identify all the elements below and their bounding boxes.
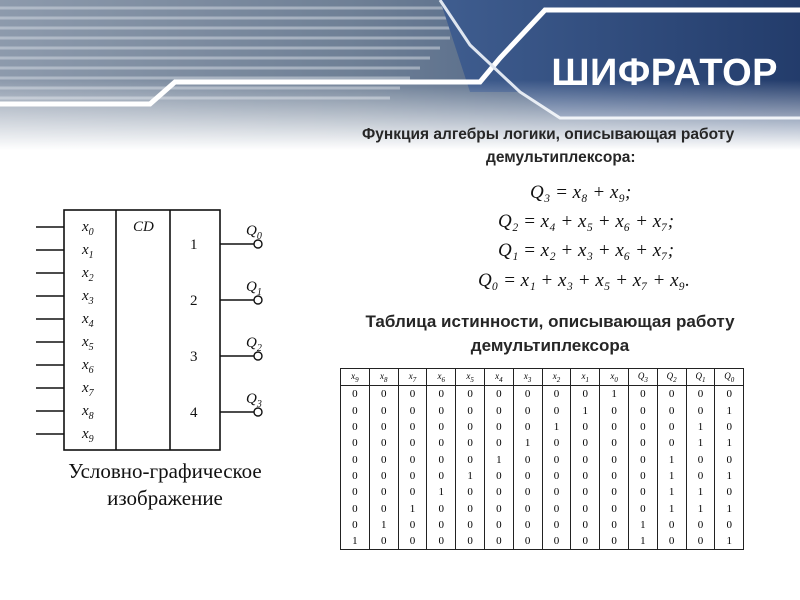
table-cell: 0 [341,500,370,516]
table-row [341,403,744,419]
caption-line1: Условно-графическое [68,459,262,483]
table-cell: 0 [398,468,427,484]
table-cell: 1 [628,533,657,550]
output-label-Q1: $Q_1$ [246,279,262,298]
table-cell: 0 [341,517,370,533]
output-weight-1: 1 [190,237,198,253]
table-cell: 0 [628,403,657,419]
table-cell: 0 [513,386,542,403]
table-cell: 0 [600,533,629,550]
table-cell: 0 [369,386,398,403]
table-heading-line1: Таблица истинности, описывающая работу [365,312,735,331]
table-cell: 1 [657,468,686,484]
table-cell: 0 [628,468,657,484]
table-cell: 1 [484,451,513,467]
table-cell: 0 [369,500,398,516]
table-cell: 0 [484,500,513,516]
table-cell: 0 [456,419,485,435]
table-cell: 0 [369,484,398,500]
table-cell: 0 [542,484,571,500]
table-cell: 0 [600,517,629,533]
table-cell: 1 [715,533,744,550]
table-cell: 1 [369,517,398,533]
table-cell: 0 [369,419,398,435]
table-cell: 1 [657,500,686,516]
header-Q0: $Q_0$ [715,369,744,386]
table-row [341,468,744,484]
table-cell: 0 [398,451,427,467]
table-cell: 0 [427,403,456,419]
table-cell: 0 [657,386,686,403]
header-x9: $x_9$ [341,369,370,386]
table-cell: 0 [542,451,571,467]
input-label-x8: $x_8$ [82,403,94,422]
table-cell: 0 [341,403,370,419]
table-cell: 0 [715,451,744,467]
table-cell: 0 [456,500,485,516]
table-cell: 0 [686,517,715,533]
table-cell: 0 [484,533,513,550]
table-cell: 0 [628,435,657,451]
header-Q1: $Q_1$ [686,369,715,386]
function-heading-line1: Функция алгебры логики, описывающая работу [362,126,735,143]
table-row [341,451,744,467]
output-label-Q3: $Q_3$ [246,391,262,410]
table-cell: 0 [571,386,600,403]
output-weight-4: 4 [190,405,198,421]
table-cell: 0 [484,403,513,419]
input-label-x3: $x_3$ [82,288,94,307]
table-cell: 0 [600,484,629,500]
table-cell: 0 [542,435,571,451]
output-label-Q2: $Q_2$ [246,335,262,354]
table-cell: 0 [398,419,427,435]
table-cell: 1 [657,451,686,467]
table-cell: 0 [600,451,629,467]
table-row [341,484,744,500]
caption-line2: изображение [107,486,223,510]
header-x1: $x_1$ [571,369,600,386]
table-cell: 0 [484,386,513,403]
equation-q0: Q₀ = x₁ + x₃ + x₅ + x₇ + x₉. [478,270,690,291]
table-cell: 0 [542,517,571,533]
table-cell: 0 [513,517,542,533]
table-cell: 0 [513,468,542,484]
table-cell: 0 [686,451,715,467]
table-cell: 0 [341,419,370,435]
input-label-x4: $x_4$ [82,311,94,330]
table-cell: 1 [686,500,715,516]
output-weight-3: 3 [190,349,198,365]
table-cell: 0 [427,533,456,550]
table-cell: 0 [571,468,600,484]
table-cell: 0 [686,468,715,484]
table-cell: 0 [398,403,427,419]
table-cell: 0 [456,386,485,403]
table-row [341,517,744,533]
table-cell: 0 [398,386,427,403]
table-heading [330,310,770,358]
table-cell: 0 [369,451,398,467]
table-cell: 0 [398,517,427,533]
table-cell: 0 [456,435,485,451]
table-cell: 1 [571,403,600,419]
table-heading-line2: демультиплексора [470,336,630,355]
table-cell: 0 [484,468,513,484]
table-row [341,533,744,550]
table-cell: 0 [542,500,571,516]
table-cell: 0 [715,386,744,403]
equation-q3: Q₃ = x₈ + x₉; [530,182,632,203]
table-cell: 0 [427,451,456,467]
table-cell: 0 [600,419,629,435]
truth-table-header [341,369,744,386]
table-cell: 0 [571,517,600,533]
table-cell: 0 [513,451,542,467]
table-cell: 1 [427,484,456,500]
table-cell: 0 [715,484,744,500]
table-cell: 0 [341,451,370,467]
header-x4: $x_4$ [484,369,513,386]
table-cell: 1 [657,484,686,500]
table-cell: 0 [657,435,686,451]
table-cell: 0 [571,500,600,516]
header-x6: $x_6$ [427,369,456,386]
table-row [341,500,744,516]
table-cell: 0 [571,533,600,550]
table-cell: 0 [398,484,427,500]
table-cell: 1 [398,500,427,516]
table-cell: 0 [427,386,456,403]
table-cell: 0 [686,533,715,550]
table-cell: 0 [542,403,571,419]
output-pins [190,223,262,421]
table-cell: 1 [686,419,715,435]
table-cell: 0 [341,468,370,484]
table-cell: 0 [513,500,542,516]
table-cell: 0 [657,419,686,435]
input-label-x2: $x_2$ [82,265,94,284]
table-cell: 0 [513,403,542,419]
table-cell: 0 [484,484,513,500]
header-x0: $x_0$ [600,369,629,386]
truth-table-body [341,386,744,550]
equation-q2: Q₂ = x₄ + x₅ + x₆ + x₇; [498,211,675,232]
table-cell: 0 [456,484,485,500]
table-cell: 0 [369,533,398,550]
table-cell: 0 [369,435,398,451]
table-cell: 0 [628,484,657,500]
table-cell: 0 [715,419,744,435]
table-cell: 0 [427,468,456,484]
output-label-Q0: $Q_0$ [246,223,262,242]
table-cell: 0 [686,403,715,419]
header-Q3: $Q_3$ [628,369,657,386]
block-label: CD [133,219,154,235]
input-label-x5: $x_5$ [82,334,94,353]
table-cell: 0 [600,468,629,484]
table-cell: 0 [542,386,571,403]
table-cell: 0 [600,403,629,419]
slide-title: ШИФРАТОР [551,52,778,94]
table-cell: 0 [657,517,686,533]
table-cell: 1 [715,435,744,451]
table-cell: 1 [600,386,629,403]
table-cell: 0 [484,435,513,451]
header-x3: $x_3$ [513,369,542,386]
header-x2: $x_2$ [542,369,571,386]
input-label-x0: $x_0$ [82,219,94,238]
input-label-x9: $x_9$ [82,426,94,445]
table-cell: 0 [571,419,600,435]
table-cell: 0 [398,533,427,550]
input-label-x7: $x_7$ [82,380,94,399]
table-cell: 0 [484,517,513,533]
table-cell: 0 [513,533,542,550]
table-cell: 1 [686,435,715,451]
table-cell: 0 [657,403,686,419]
table-cell: 1 [542,419,571,435]
table-cell: 0 [427,517,456,533]
table-cell: 0 [456,451,485,467]
table-cell: 0 [628,500,657,516]
table-cell: 1 [715,403,744,419]
table-cell: 1 [715,500,744,516]
table-cell: 1 [341,533,370,550]
table-cell: 0 [369,468,398,484]
encoder-symbol [0,195,290,460]
equation-q1: Q₁ = x₂ + x₃ + x₆ + x₇; [498,240,675,261]
table-cell: 0 [571,451,600,467]
table-cell: 1 [513,435,542,451]
table-cell: 0 [571,484,600,500]
table-cell: 0 [427,500,456,516]
input-pins [36,219,95,445]
table-cell: 0 [600,435,629,451]
table-cell: 1 [715,468,744,484]
table-cell: 0 [686,386,715,403]
table-cell: 0 [513,419,542,435]
table-cell: 0 [427,435,456,451]
function-heading-line2: демультиплексора: [486,149,636,166]
table-cell: 0 [484,419,513,435]
table-cell: 0 [341,435,370,451]
table-cell: 0 [341,386,370,403]
table-cell: 0 [398,435,427,451]
table-cell: 0 [513,484,542,500]
table-cell: 0 [715,517,744,533]
table-cell: 0 [542,468,571,484]
header-Q2: $Q_2$ [657,369,686,386]
truth-table [340,368,744,550]
table-cell: 0 [628,451,657,467]
header-x5: $x_5$ [456,369,485,386]
header-x7: $x_7$ [398,369,427,386]
table-cell: 0 [456,403,485,419]
table-cell: 0 [571,435,600,451]
table-cell: 1 [456,468,485,484]
table-cell: 1 [686,484,715,500]
table-cell: 0 [600,500,629,516]
table-cell: 0 [369,403,398,419]
table-row [341,419,744,435]
table-cell: 0 [657,533,686,550]
header-x8: $x_8$ [369,369,398,386]
table-cell: 0 [628,386,657,403]
table-cell: 1 [628,517,657,533]
output-weight-2: 2 [190,293,198,309]
table-cell: 0 [456,517,485,533]
table-cell: 0 [542,533,571,550]
table-row [341,435,744,451]
input-label-x1: $x_1$ [82,242,94,261]
symbol-caption [30,458,300,512]
input-label-x6: $x_6$ [82,357,94,376]
table-row [341,386,744,403]
table-cell: 0 [628,419,657,435]
table-cell: 0 [341,484,370,500]
table-cell: 0 [427,419,456,435]
table-cell: 0 [456,533,485,550]
